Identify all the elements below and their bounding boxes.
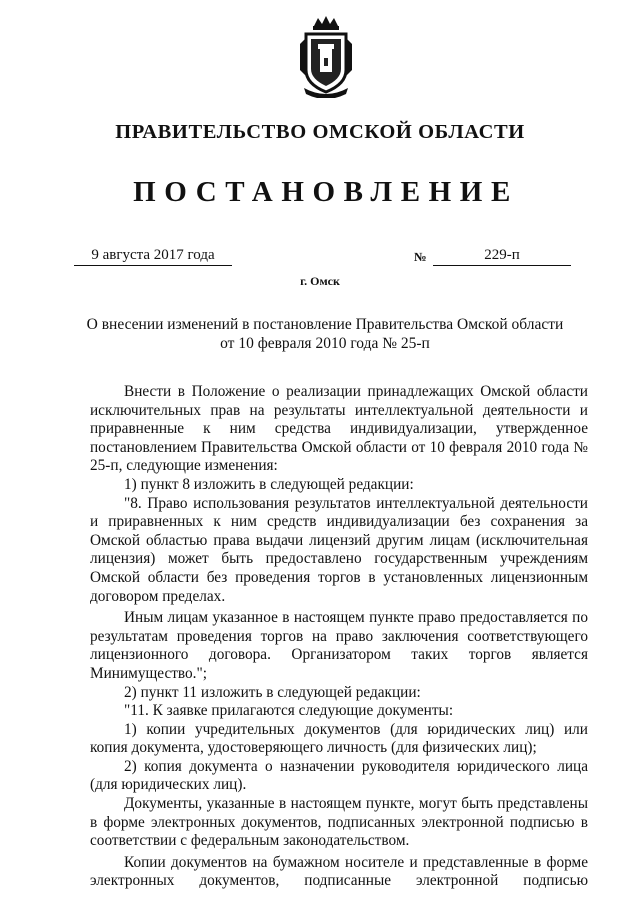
subject-line-1: О внесении изменений в постановление Правительства Омской области [86,316,564,333]
city-label: г. Омск [300,274,340,288]
subject-line-2: от 10 февраля 2010 года № 25-п [220,335,430,352]
document-type-title: ПОСТАНОВЛЕНИЕ [133,176,519,208]
document-subject [60,315,590,353]
number-sign: № [414,250,427,264]
paragraph: "11. К заявке прилагаются следующие документы: [124,702,454,720]
document-date: 9 августа 2017 года [74,246,232,266]
document-body [90,383,588,891]
paragraph: 1) копии учредительных документов (для юридических лиц) или копия документа, удостоверяющего личность (для физических лиц); [90,720,588,757]
document-number: 229-п [433,246,571,266]
paragraph: Документы, указанные в настоящем пункте, могут быть представлены в форме электронных документов, подписанных электронной подписью в соответствии с федеральным законодательством. [90,795,588,850]
paragraph: "8. Право использования результатов интеллектуальной деятельности и приравненных к ним средств индивидуализации без сохранения за Омской областью права выдачи лицензий другим лицам (исключительная лицензия) может быть предоставлено государственным учреждениям Омской области без проведения торгов в установленных лицензионным договором пределах. [90,494,588,605]
coat-of-arms-icon [296,14,356,98]
paragraph: 1) пункт 8 изложить в следующей редакции: [124,475,414,493]
paragraph: Иным лицам указанное в настоящем пункте право предоставляется по результатам проведения торгов на право заключения соответствующего лицензионного договора. Организатором таких торгов является Минимущество."; [90,609,588,682]
paragraph: 2) копия документа о назначении руководителя юридического лица (для юридических лиц). [90,757,588,794]
paragraph: 2) пункт 11 изложить в следующей редакции: [124,683,421,701]
paragraph: Копии документов на бумажном носителе и представленные в форме электронных документов, подписанные электронной подписью [90,853,588,890]
government-name: ПРАВИТЕЛЬСТВО ОМСКОЙ ОБЛАСТИ [115,121,525,143]
paragraph: Внести в Положение о реализации принадлежащих Омской области исключительных прав на результаты интеллектуальной деятельности и приравненные к ним средства индивидуализации, утвержденное постановлением Правительства Омской области от 10 февраля 2010 года № 25-п, следующие изменения: [90,383,588,475]
